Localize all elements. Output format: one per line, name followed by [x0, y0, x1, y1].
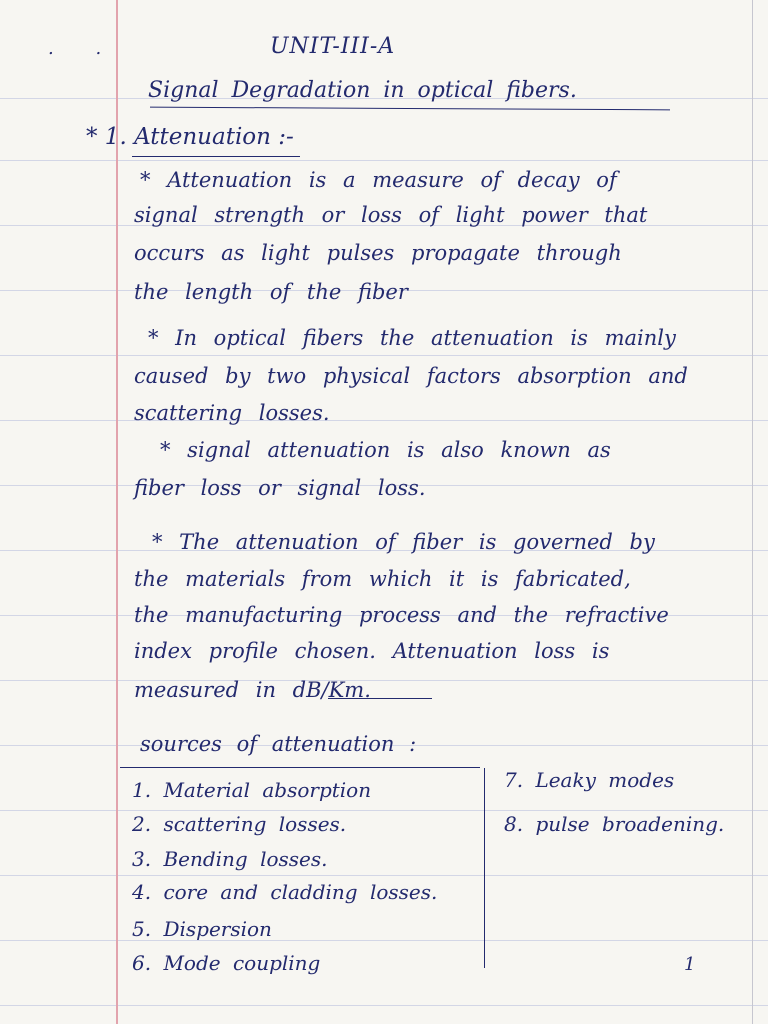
sources-underline — [120, 767, 480, 768]
subtitle-underline — [150, 107, 670, 111]
unit-underline — [328, 698, 432, 699]
paragraph-line: * In optical fibers the attenuation is mainly — [148, 326, 676, 350]
paragraph-line: the manufacturing process and the refractive — [134, 603, 669, 627]
page-subtitle: Signal Degradation in optical fibers. — [148, 78, 577, 103]
page-edge — [752, 0, 753, 1024]
margin-line — [116, 0, 118, 1024]
list-item: 7. Leaky modes — [504, 768, 675, 792]
stray-marks: . . — [48, 38, 120, 59]
paragraph-line: occurs as light pulses propagate through — [134, 241, 622, 265]
list-item: 6. Mode coupling — [132, 951, 321, 975]
list-item: 3. Bending losses. — [132, 847, 328, 871]
paragraph-line: the materials from which it is fabricated, — [134, 567, 631, 591]
paragraph-line: the length of the fiber — [134, 280, 408, 304]
list-item: 1. Material absorption — [132, 778, 372, 802]
paragraph-line: measured in dB/Km. — [134, 678, 371, 702]
page-number: 1 — [684, 954, 696, 975]
section-underline — [132, 156, 300, 157]
paragraph-line: scattering losses. — [134, 401, 330, 425]
column-divider — [484, 768, 485, 968]
list-item: 4. core and cladding losses. — [132, 880, 438, 904]
paragraph-line: * Attenuation is a measure of decay of — [140, 168, 617, 192]
paragraph-line: index profile chosen. Attenuation loss is — [134, 639, 610, 663]
list-item: 2. scattering losses. — [132, 812, 347, 836]
paragraph-line: * signal attenuation is also known as — [160, 438, 611, 462]
paragraph-line: fiber loss or signal loss. — [134, 476, 426, 500]
list-item: 8. pulse broadening. — [504, 812, 725, 836]
sources-title: sources of attenuation : — [140, 732, 417, 756]
paragraph-line: signal strength or loss of light power that — [134, 203, 648, 227]
section-title: * 1. Attenuation :- — [86, 124, 294, 150]
paragraph-line: * The attenuation of fiber is governed by — [152, 530, 655, 554]
list-item: 5. Dispersion — [132, 917, 272, 941]
unit-title: UNIT-III-A — [270, 34, 396, 59]
paragraph-line: caused by two physical factors absorption and — [134, 364, 688, 388]
